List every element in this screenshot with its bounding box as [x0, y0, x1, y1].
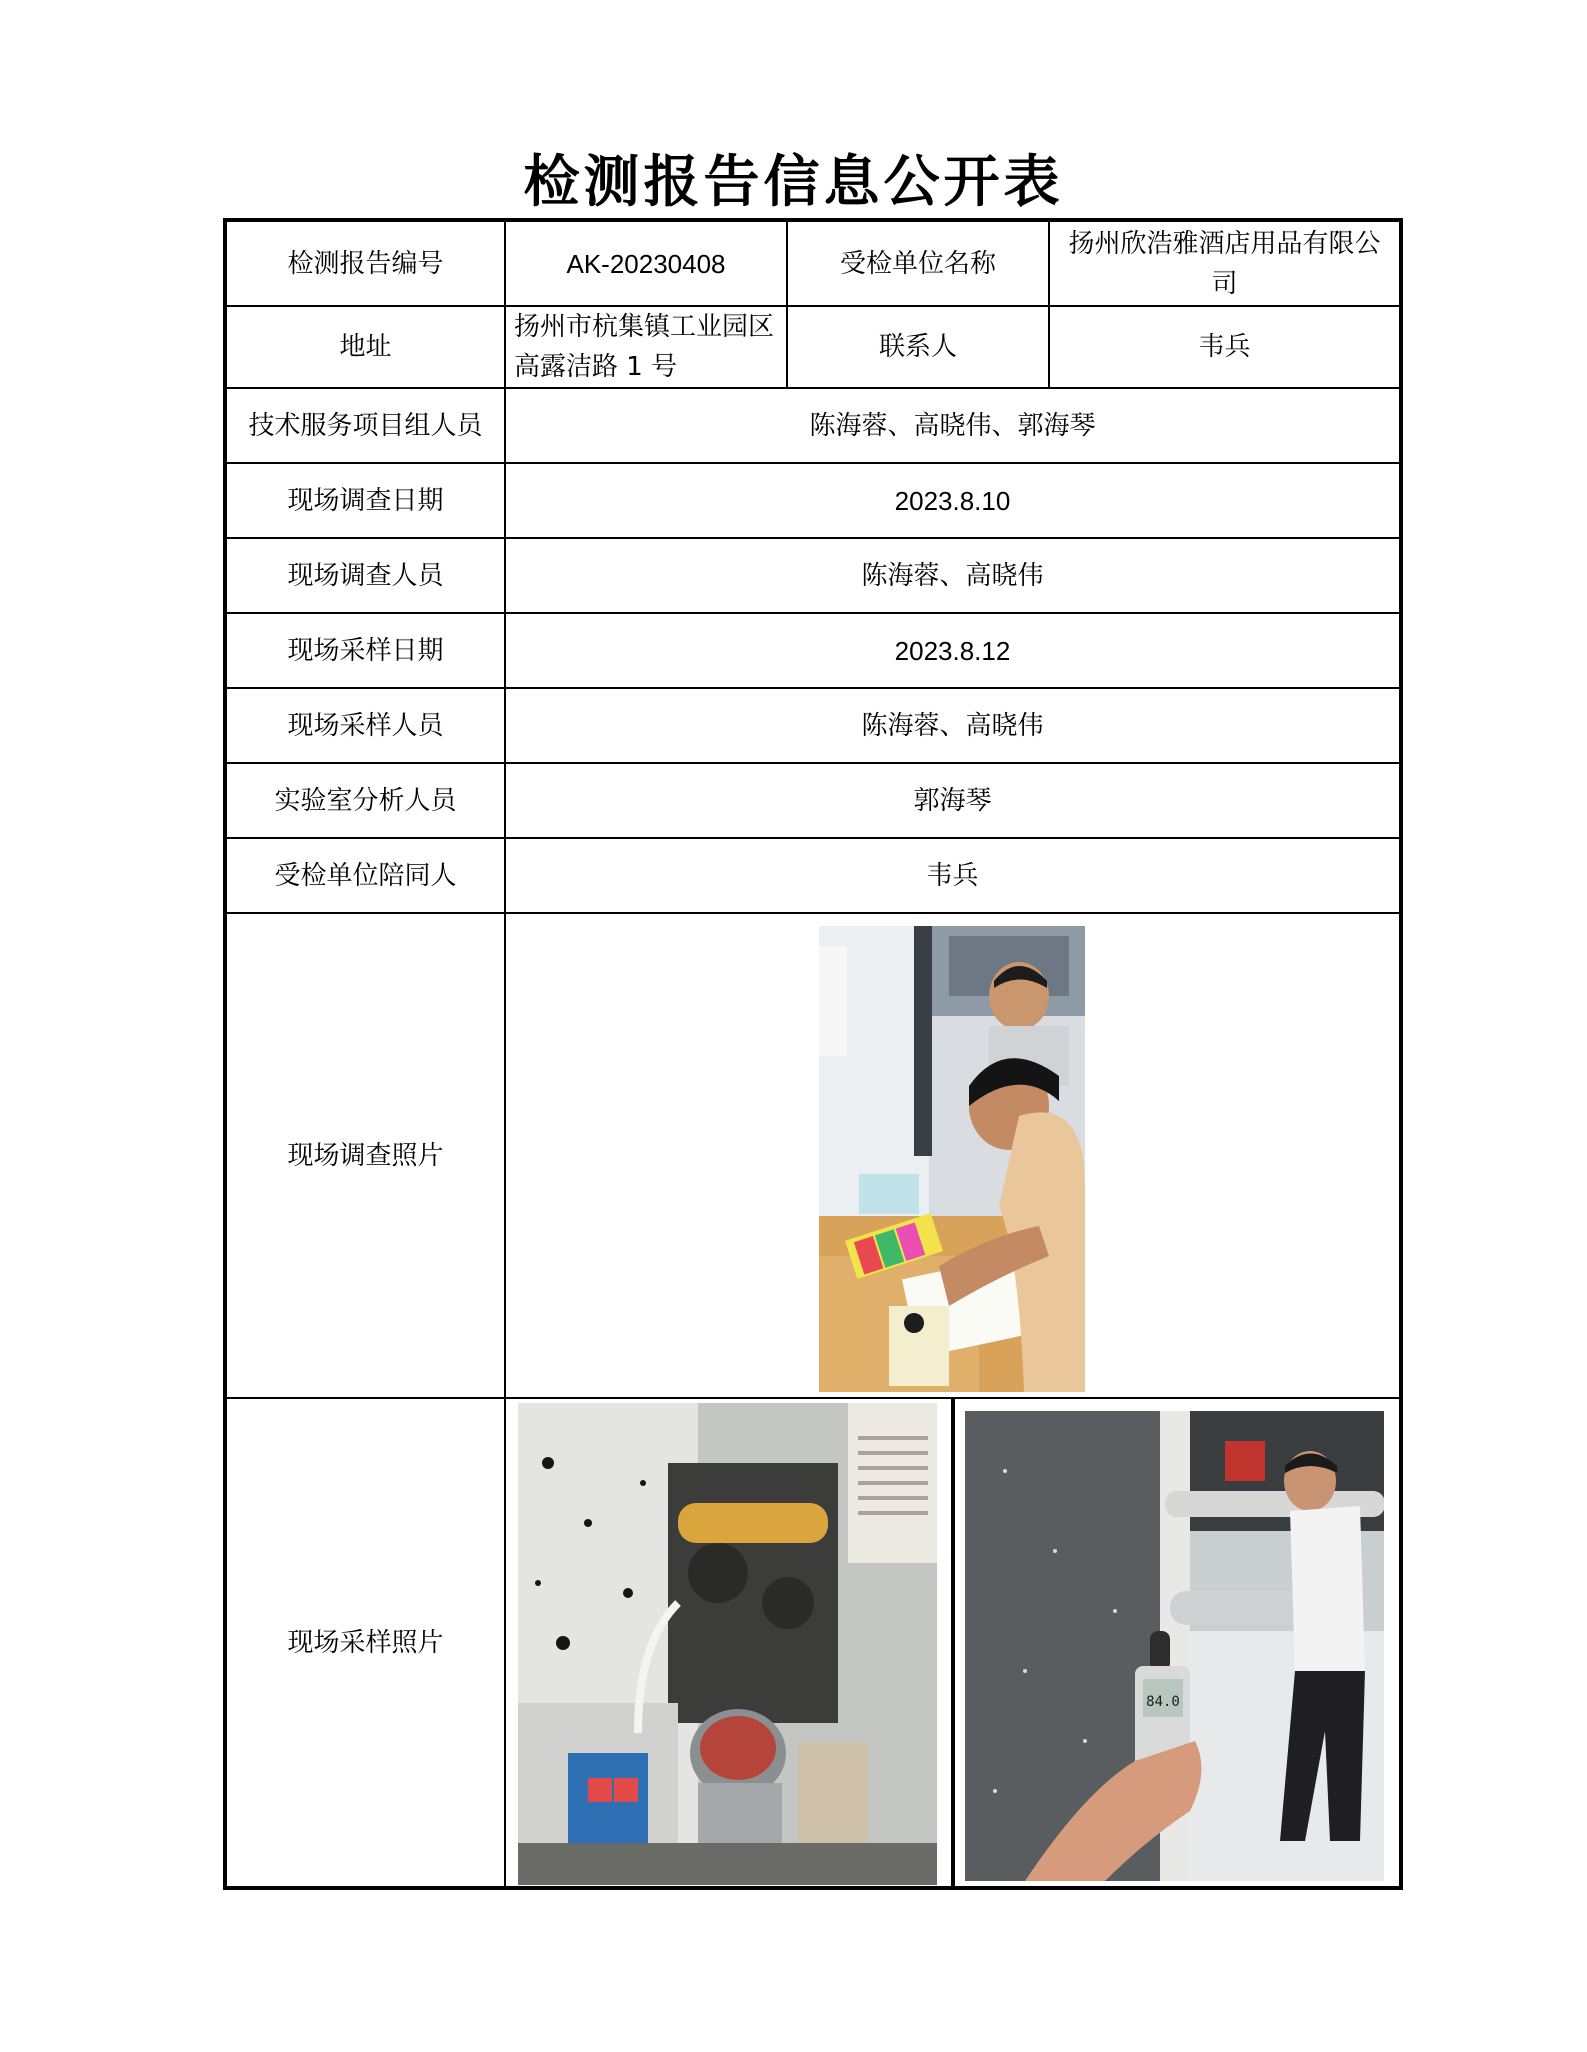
unit-name-value: 扬州欣浩雅酒店用品有限公司	[1049, 220, 1401, 306]
sampling-staff-label: 现场采样人员	[225, 688, 505, 763]
contact-label: 联系人	[787, 306, 1049, 388]
survey-photo-image	[819, 926, 1085, 1392]
table-row	[225, 613, 1401, 688]
survey-photo-label: 现场调查照片	[225, 913, 505, 1398]
unit-name-label: 受检单位名称	[787, 220, 1049, 306]
report-no-label: 检测报告编号	[225, 220, 505, 306]
table-row	[225, 306, 1401, 388]
report-no-value: AK-20230408	[505, 220, 787, 306]
escort-label: 受检单位陪同人	[225, 838, 505, 913]
sampling-photo-meter-image	[965, 1411, 1384, 1881]
lab-staff-label: 实验室分析人员	[225, 763, 505, 838]
sampling-photo-machine	[518, 1403, 937, 1885]
table-row	[225, 763, 1401, 838]
survey-photo	[819, 926, 1085, 1392]
sampling-photo-meter	[965, 1411, 1384, 1881]
sampling-photo-label: 现场采样照片	[225, 1398, 505, 1888]
report-table	[223, 218, 1403, 1890]
meter-reading: 84.0	[1146, 1694, 1180, 1710]
photo-divider	[951, 1399, 955, 1889]
table-row	[225, 838, 1401, 913]
team-label: 技术服务项目组人员	[225, 388, 505, 463]
sampling-photo-machine-image	[518, 1403, 937, 1885]
sampling-staff-value: 陈海蓉、高晓伟	[505, 688, 1401, 763]
survey-photo-cell	[505, 913, 1401, 1398]
address-value: 扬州市杭集镇工业园区高露洁路 1 号	[505, 306, 787, 388]
escort-value: 韦兵	[505, 838, 1401, 913]
table-row	[225, 913, 1401, 1398]
table-row	[225, 1398, 1401, 1888]
sampling-date-value: 2023.8.12	[505, 613, 1401, 688]
table-row	[225, 463, 1401, 538]
survey-date-value: 2023.8.10	[505, 463, 1401, 538]
survey-date-label: 现场调查日期	[225, 463, 505, 538]
team-value: 陈海蓉、高晓伟、郭海琴	[505, 388, 1401, 463]
sampling-date-label: 现场采样日期	[225, 613, 505, 688]
sampling-photo-cell	[505, 1398, 1401, 1888]
contact-value: 韦兵	[1049, 306, 1401, 388]
page-title: 检测报告信息公开表	[523, 149, 1064, 215]
table-row	[225, 220, 1401, 306]
survey-staff-value: 陈海蓉、高晓伟	[505, 538, 1401, 613]
table-row	[225, 538, 1401, 613]
table-row	[225, 688, 1401, 763]
survey-staff-label: 现场调查人员	[225, 538, 505, 613]
table-row	[225, 388, 1401, 463]
address-label: 地址	[225, 306, 505, 388]
lab-staff-value: 郭海琴	[505, 763, 1401, 838]
